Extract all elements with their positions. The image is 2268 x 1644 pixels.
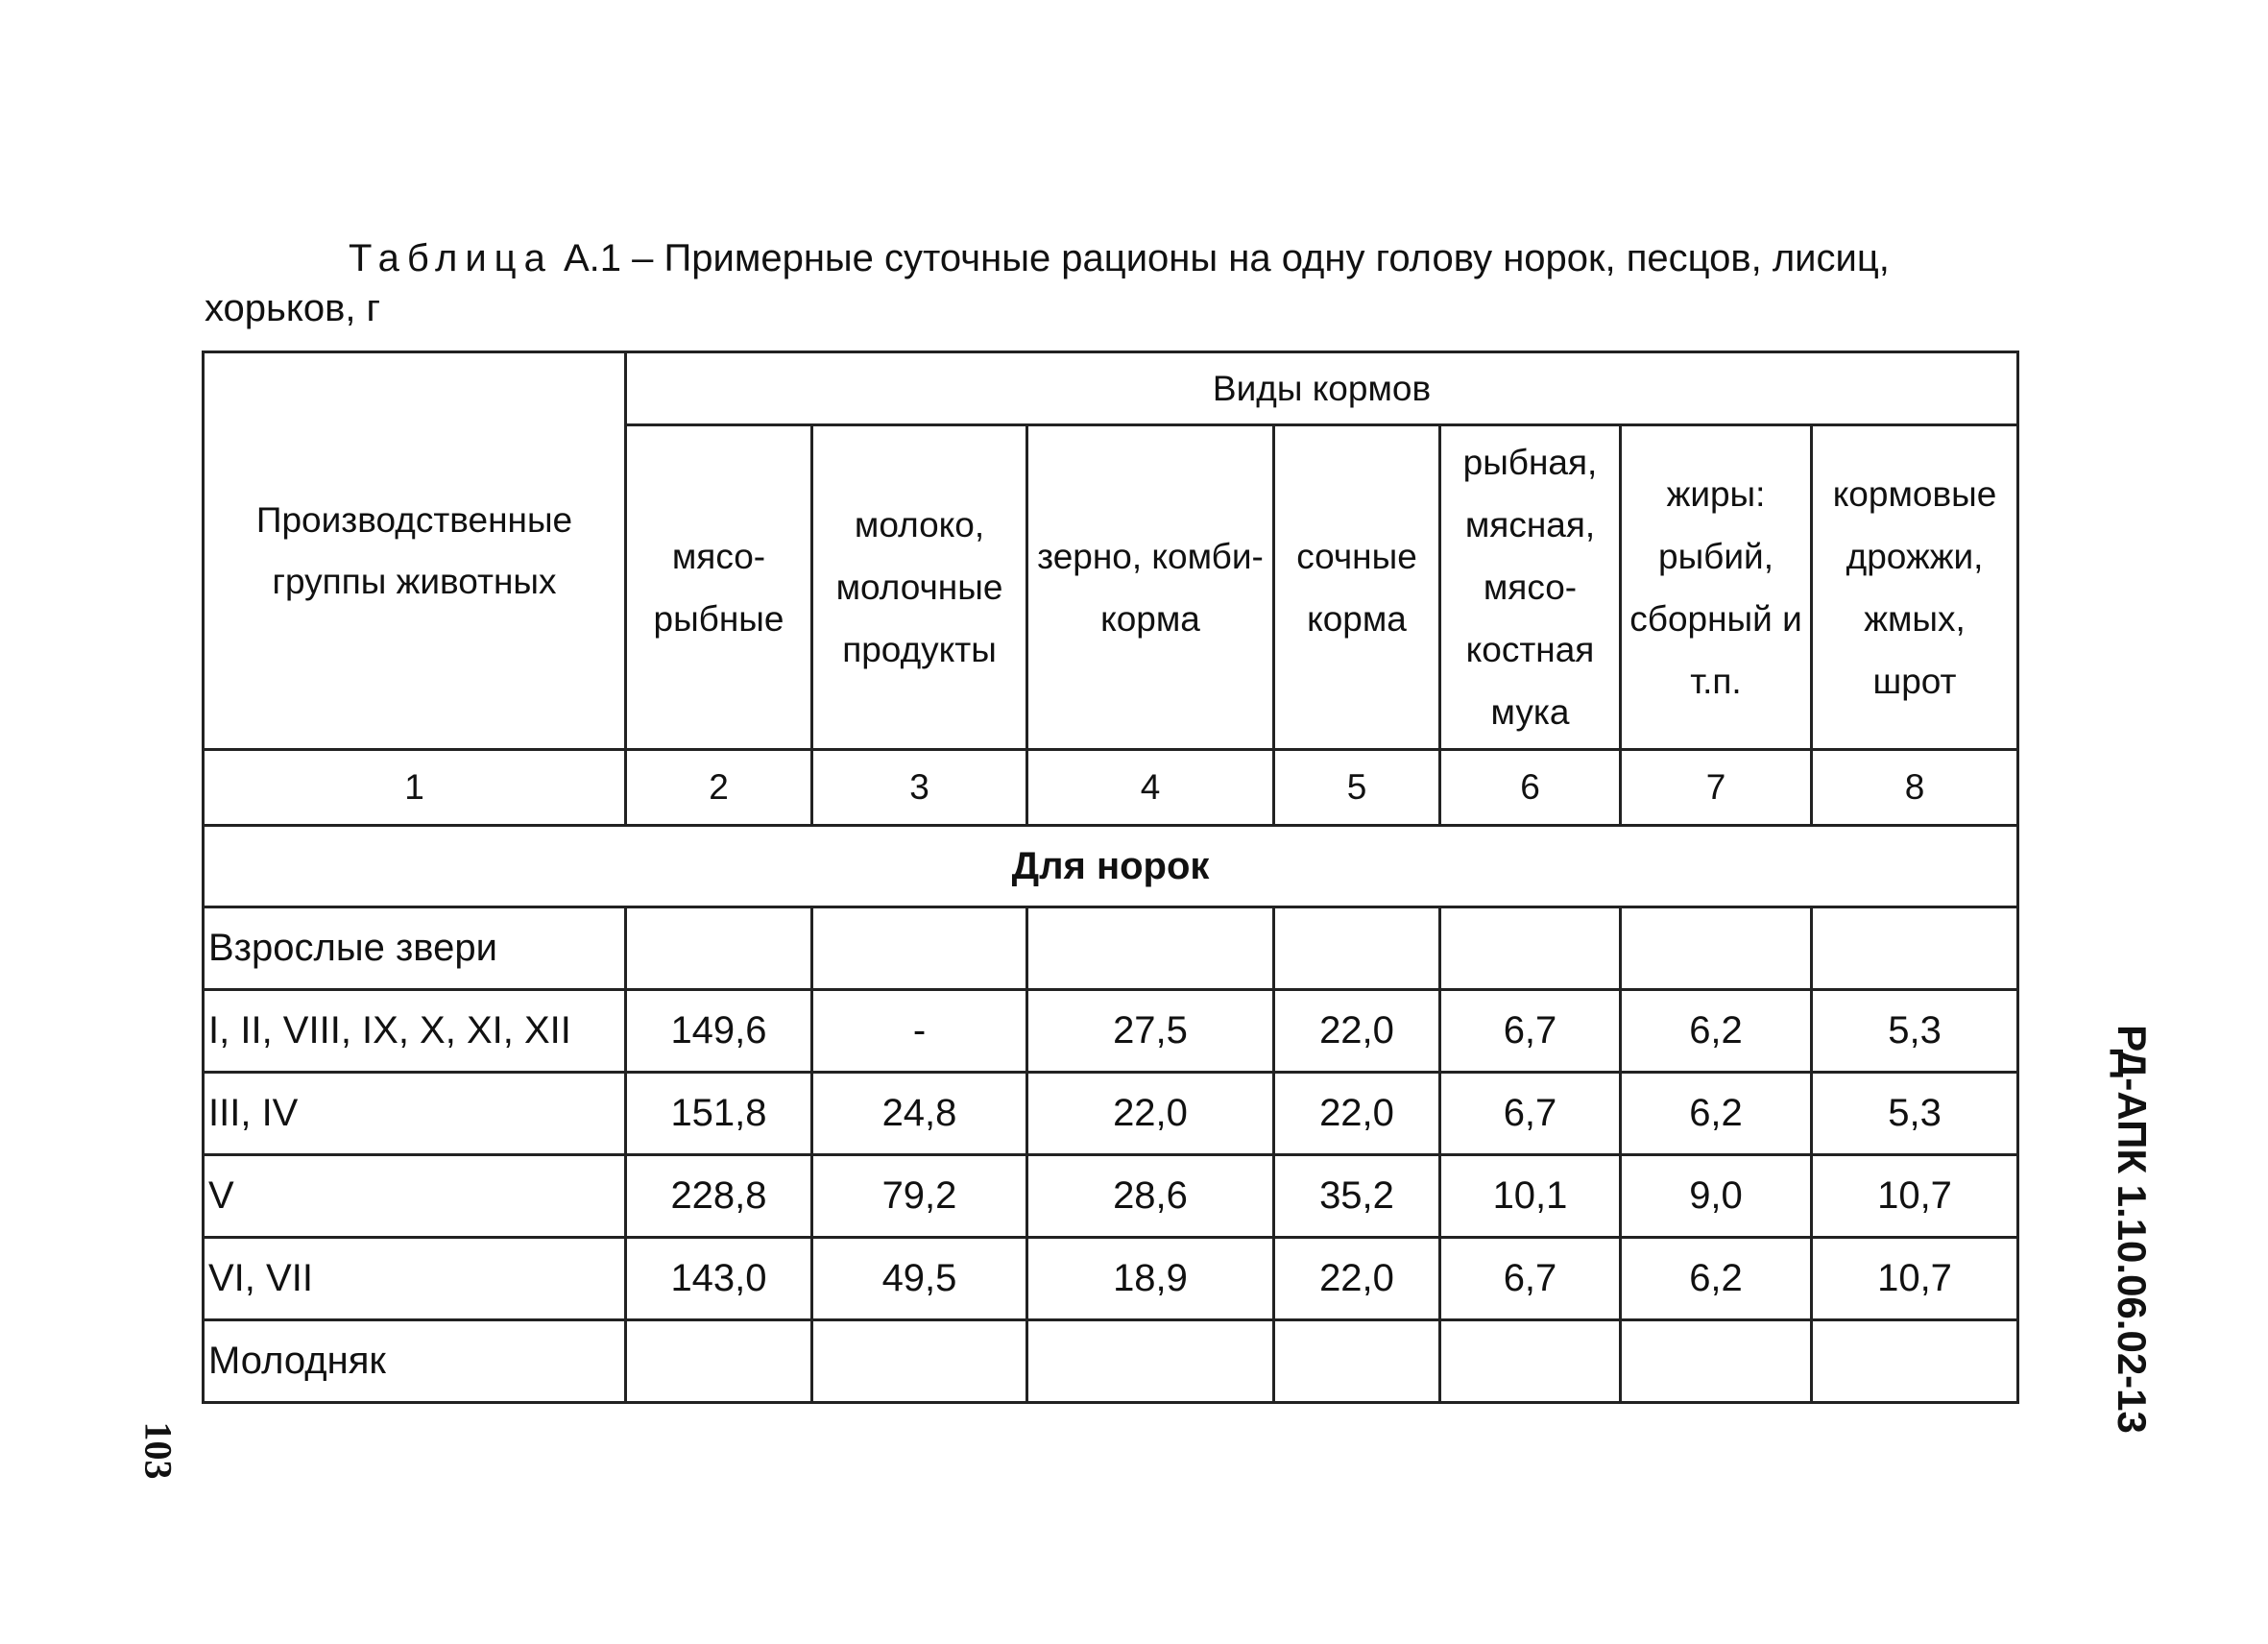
column-number: 1: [204, 750, 626, 826]
column-number: 5: [1274, 750, 1440, 826]
row-header-line: Производственные: [255, 499, 573, 540]
table-cell: 27,5: [1027, 990, 1274, 1073]
column-numbers-row: [204, 750, 2018, 826]
column-header-line: рыбные: [653, 598, 784, 639]
table-cell: [1812, 1320, 2018, 1403]
table-cell: 22,0: [1274, 1238, 1440, 1320]
page-number: [130, 1392, 187, 1508]
column-header-line: жмых,: [1864, 598, 1966, 639]
table-cell: 228,8: [626, 1155, 812, 1238]
table-cell: [1812, 907, 2018, 990]
row-header-line: группы животных: [272, 561, 557, 601]
column-header-line: корма: [1307, 598, 1407, 639]
table-row: [204, 1238, 2018, 1320]
table-cell: [1027, 907, 1274, 990]
table-cell: [1274, 907, 1440, 990]
column-header-line: зерно, комби-: [1037, 536, 1264, 576]
column-number: 7: [1621, 750, 1812, 826]
table-cell: 143,0: [626, 1238, 812, 1320]
table-cell: 28,6: [1027, 1155, 1274, 1238]
table-cell: [1440, 907, 1621, 990]
row-header-cell: [204, 352, 626, 750]
table-cell: [1621, 1320, 1812, 1403]
column-number: 4: [1027, 750, 1274, 826]
column-header-milk: [812, 425, 1027, 750]
table-cell: 9,0: [1621, 1155, 1812, 1238]
table-row: [204, 1155, 2018, 1238]
table-cell: [1440, 1320, 1621, 1403]
table-row: [204, 1073, 2018, 1155]
caption-number: А.1: [563, 237, 622, 279]
table-row: [204, 1320, 2018, 1403]
caption-line-2: хорьков, г: [205, 287, 381, 329]
column-header-fats: [1621, 425, 1812, 750]
table-cell: 151,8: [626, 1073, 812, 1155]
table-cell: 5,3: [1812, 1073, 2018, 1155]
column-header-line: мясная,: [1464, 505, 1596, 544]
column-header-line: сборный и: [1629, 598, 1802, 639]
document-code: [2110, 1018, 2156, 1440]
table-cell: [812, 1320, 1027, 1403]
column-header-line: т.п.: [1690, 661, 1742, 701]
table-cell: 22,0: [1274, 990, 1440, 1073]
table-cell: 6,7: [1440, 990, 1621, 1073]
row-label: Молодняк: [204, 1320, 626, 1403]
group-header-cell: Виды кормов: [626, 352, 2018, 425]
column-number: 6: [1440, 750, 1621, 826]
table-cell: 10,7: [1812, 1238, 2018, 1320]
column-number: 2: [626, 750, 812, 826]
caption-text: – Примерные суточные рационы на одну голову норок, песцов, лисиц,: [621, 237, 1890, 279]
table-cell: 49,5: [812, 1238, 1027, 1320]
table-cell: [812, 907, 1027, 990]
column-header-line: шрот: [1872, 661, 1957, 701]
caption-label: Таблица: [349, 237, 553, 279]
column-header-meal: [1440, 425, 1621, 750]
column-header-line: мясо-: [1483, 568, 1578, 607]
column-header-grain: [1027, 425, 1274, 750]
row-label: VI, VII: [204, 1238, 626, 1320]
table-cell: 6,7: [1440, 1073, 1621, 1155]
table-cell: 6,2: [1621, 990, 1812, 1073]
column-header-yeast: [1812, 425, 2018, 750]
table-cell: 79,2: [812, 1155, 1027, 1238]
table-cell: 149,6: [626, 990, 812, 1073]
table-cell: 10,7: [1812, 1155, 2018, 1238]
section-title: Для норок: [204, 826, 2018, 907]
table-cell: 24,8: [812, 1073, 1027, 1155]
table-cell: 22,0: [1027, 1073, 1274, 1155]
table-cell: 6,7: [1440, 1238, 1621, 1320]
row-label: I, II, VIII, IX, X, XI, XII: [204, 990, 626, 1073]
document-code-text: РД-АПК 1.10.06.02-13: [2110, 1025, 2156, 1434]
column-header-line: кормовые: [1832, 473, 1997, 514]
table-cell: 5,3: [1812, 990, 2018, 1073]
table-cell: [1274, 1320, 1440, 1403]
row-label: III, IV: [204, 1073, 626, 1155]
table-cell: 22,0: [1274, 1073, 1440, 1155]
row-label: V: [204, 1155, 626, 1238]
column-header-line: рыбий,: [1658, 536, 1773, 576]
column-header-line: мука: [1490, 692, 1570, 732]
table-cell: 6,2: [1621, 1073, 1812, 1155]
ration-table: [202, 351, 2019, 1404]
column-header-line: жиры:: [1666, 473, 1766, 514]
header-row-group: [204, 352, 2018, 425]
table-caption: [205, 233, 2010, 333]
table-cell: 35,2: [1274, 1155, 1440, 1238]
table-cell: 6,2: [1621, 1238, 1812, 1320]
table-cell: [1027, 1320, 1274, 1403]
column-header-line: дрожжи,: [1846, 536, 1984, 576]
column-header-line: мясо-: [671, 536, 766, 576]
column-header-succulent: [1274, 425, 1440, 750]
column-number: 3: [812, 750, 1027, 826]
column-header-line: сочные: [1296, 536, 1417, 576]
column-header-line: молоко,: [854, 505, 985, 544]
table-cell: [1621, 907, 1812, 990]
column-header-line: корма: [1100, 598, 1200, 639]
column-header-line: продукты: [842, 630, 997, 669]
column-header-meat-fish: [626, 425, 812, 750]
row-label: Взрослые звери: [204, 907, 626, 990]
table-row: [204, 990, 2018, 1073]
column-number: 8: [1812, 750, 2018, 826]
table-cell: [626, 907, 812, 990]
section-row: [204, 826, 2018, 907]
table-cell: 18,9: [1027, 1238, 1274, 1320]
column-header-line: молочные: [835, 568, 1003, 607]
column-header-line: рыбная,: [1462, 443, 1598, 482]
table-row: [204, 907, 2018, 990]
table-cell: 10,1: [1440, 1155, 1621, 1238]
page-number-text: 103: [136, 1421, 181, 1479]
table-cell: -: [812, 990, 1027, 1073]
column-header-line: костная: [1465, 630, 1595, 669]
table-cell: [626, 1320, 812, 1403]
